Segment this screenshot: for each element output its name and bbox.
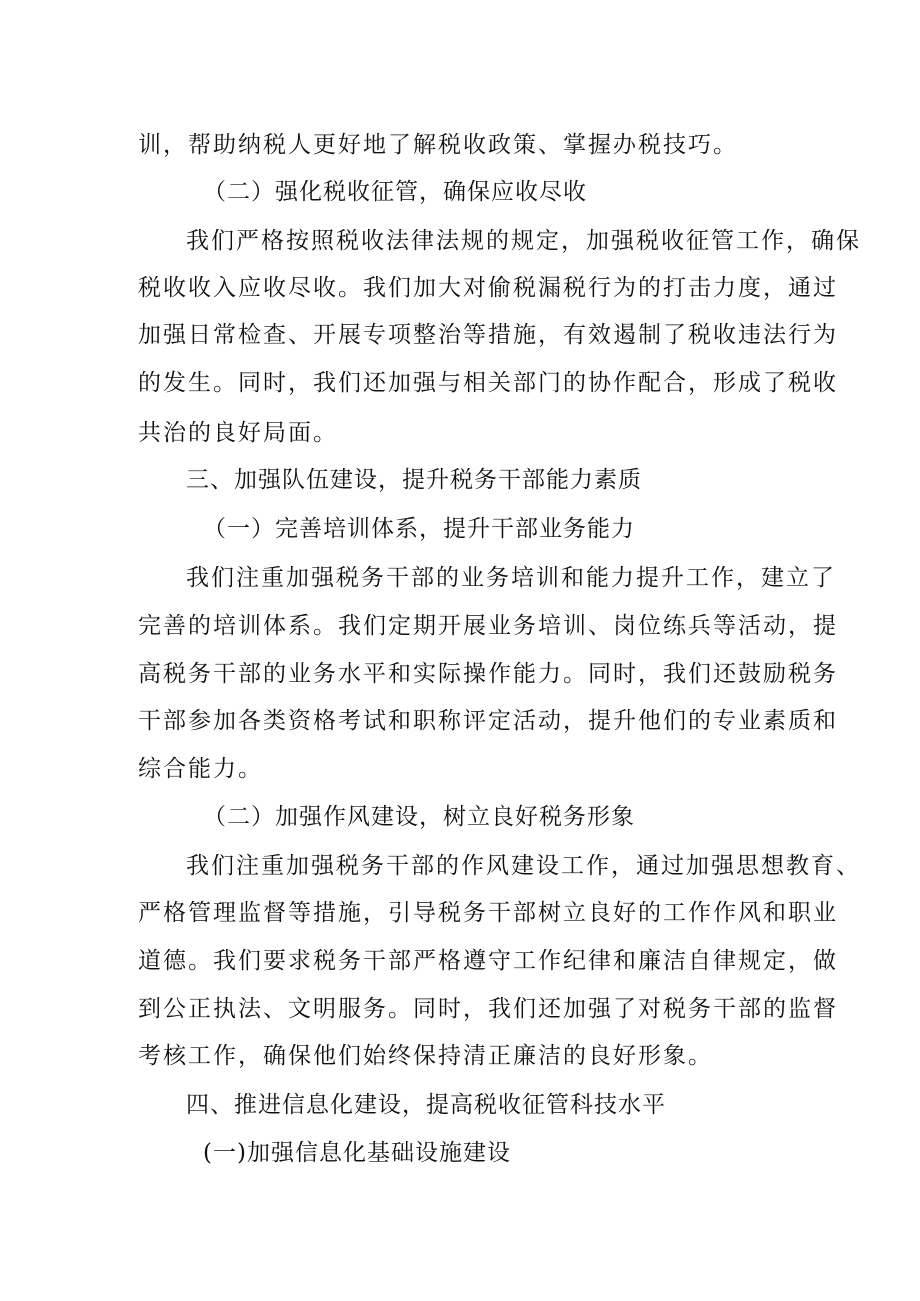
paragraph-line: 我们注重加强税务干部的业务培训和能力提升工作，建立了 xyxy=(186,565,836,591)
subheading-3-1: （一）完善培训体系，提升干部业务能力 xyxy=(203,516,635,542)
paragraph-line: 加强日常检查、开展专项整治等措施，有效遏制了税收违法行为 xyxy=(138,322,838,348)
paragraph-line: 严格管理监督等措施，引导税务干部树立良好的工作作风和职业 xyxy=(138,900,838,926)
paragraph-line: 完善的培训体系。我们定期开展业务培训、岗位练兵等活动，提 xyxy=(138,613,838,639)
section-heading-4: 四、推进信息化建设，提高税收征管科技水平 xyxy=(186,1092,666,1118)
paragraph-line: 的发生。同时，我们还加强与相关部门的协作配合，形成了税收 xyxy=(138,370,838,396)
paragraph-line: 税收收入应收尽收。我们加大对偷税漏税行为的打击力度，通过 xyxy=(138,275,838,301)
paragraph-line: 道德。我们要求税务干部严格遵守工作纪律和廉洁自律规定，做 xyxy=(138,948,838,974)
paragraph-line: 综合能力。 xyxy=(138,756,263,782)
subheading-2-2: （二）强化税收征管，确保应收尽收 xyxy=(203,179,587,205)
subheading-3-2: （二）加强作风建设，树立良好税务形象 xyxy=(203,804,635,830)
paragraph-continuation: 训，帮助纳税人更好地了解税收政策、掌握办税技巧。 xyxy=(138,132,738,158)
paragraph-line: 我们注重加强税务干部的作风建设工作，通过加强思想教育、 xyxy=(186,853,861,879)
subheading-4-1: (一)加强信息化基础设施建设 xyxy=(203,1140,511,1166)
paragraph-line: 考核工作，确保他们始终保持清正廉洁的良好形象。 xyxy=(138,1043,713,1069)
paragraph-line: 共治的良好局面。 xyxy=(138,420,338,446)
paragraph-line: 高税务干部的业务水平和实际操作能力。同时，我们还鼓励税务 xyxy=(138,661,838,687)
paragraph-line: 干部参加各类资格考试和职称评定活动，提升他们的专业素质和 xyxy=(138,708,838,734)
paragraph-line: 到公正执法、文明服务。同时，我们还加强了对税务干部的监督 xyxy=(138,996,838,1022)
paragraph-line: 我们严格按照税收法律法规的规定，加强税收征管工作，确保 xyxy=(186,228,861,254)
section-heading-3: 三、加强队伍建设，提升税务干部能力素质 xyxy=(186,467,642,493)
